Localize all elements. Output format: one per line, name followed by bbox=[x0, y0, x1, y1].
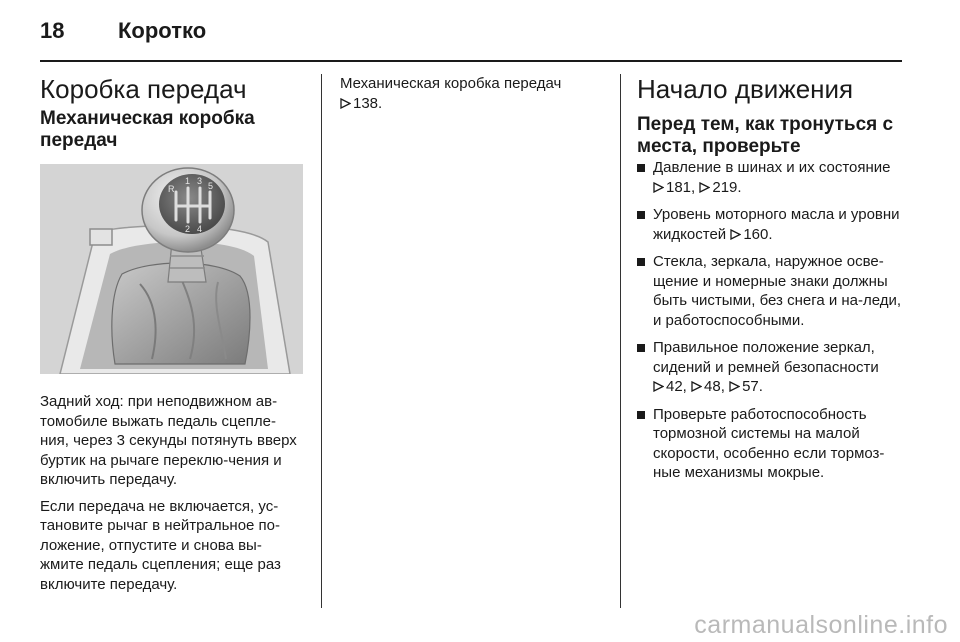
header-rule bbox=[40, 60, 902, 62]
reverse-gear-paragraph: Задний ход: при неподвижном ав-томобиле выжать педаль сцепле-ния, через 3 секунды потянуть вверх буртик на рычаге переклю-чения и включить передачу. bbox=[40, 393, 297, 488]
square-bullet-icon bbox=[637, 344, 645, 352]
page-number: 18 bbox=[40, 18, 65, 43]
checklist-item bbox=[637, 252, 902, 330]
page-reference-number: 219. bbox=[712, 178, 742, 196]
page-reference-arrow-icon bbox=[691, 381, 702, 392]
gear-not-engaging-paragraph: Если передача не включается, ус-тановите рычаг в нейтральное по-ложение, отпустите и снова вы-жмите педаль сцепления; еще раз включите передачу. bbox=[40, 497, 281, 593]
checklist-item bbox=[637, 205, 902, 244]
page-reference[interactable] bbox=[699, 179, 741, 196]
knob-label-3: 3 bbox=[197, 176, 203, 186]
page-reference[interactable] bbox=[729, 378, 763, 395]
knob-label-r: R bbox=[168, 184, 175, 194]
page-reference-arrow-icon bbox=[699, 182, 710, 193]
page-reference-number: 138. bbox=[353, 94, 383, 112]
page-reference-arrow-icon bbox=[730, 229, 741, 240]
page-reference-arrow-icon bbox=[729, 381, 740, 392]
page-reference-arrow-icon bbox=[340, 98, 351, 109]
manual-gearbox-reference-text: Механическая коробка передач bbox=[340, 75, 562, 92]
checklist-item bbox=[637, 158, 902, 197]
header-section-title: Коротко bbox=[118, 18, 207, 43]
page-reference[interactable] bbox=[340, 95, 382, 112]
driving-start-heading: Начало движения bbox=[637, 74, 854, 104]
square-bullet-icon bbox=[637, 411, 645, 419]
page-reference-arrow-icon bbox=[653, 381, 664, 392]
page-reference[interactable] bbox=[653, 179, 695, 196]
page-reference[interactable] bbox=[653, 378, 687, 395]
checklist-item-text: Правильное положение зеркал, сидений и ремней безопасности bbox=[653, 339, 879, 376]
checklist-item-text: Уровень моторного масла и уровни жидкостей bbox=[653, 206, 900, 243]
page-reference-number: 160. bbox=[743, 225, 773, 243]
page-reference-number: 57. bbox=[742, 378, 763, 395]
pre-drive-checklist bbox=[637, 158, 902, 483]
checklist-item bbox=[637, 405, 902, 483]
page-reference[interactable] bbox=[730, 226, 772, 243]
checklist-item-text: Давление в шинах и их состояние bbox=[653, 159, 891, 176]
page-reference-number: 181, bbox=[666, 178, 696, 196]
column-3 bbox=[637, 74, 902, 491]
pre-drive-check-subheading: Перед тем, как тронуться с места, проверьте bbox=[637, 114, 894, 157]
square-bullet-icon bbox=[637, 258, 645, 266]
gear-shift-illustration bbox=[40, 164, 303, 374]
column-divider-1 bbox=[321, 74, 322, 608]
square-bullet-icon bbox=[637, 211, 645, 219]
page-reference-arrow-icon bbox=[653, 182, 664, 193]
column-2 bbox=[340, 74, 604, 113]
page-reference[interactable] bbox=[691, 378, 725, 395]
page-reference-number: 48, bbox=[704, 378, 725, 395]
square-bullet-icon bbox=[637, 164, 645, 172]
knob-label-1: 1 bbox=[185, 176, 191, 186]
gearbox-heading: Коробка передач bbox=[40, 74, 247, 104]
knob-label-5: 5 bbox=[208, 181, 214, 191]
checklist-item-text: Стекла, зеркала, наружное осве-щение и номерные знаки должны быть чистыми, без снега и на-леди, и работоспособными. bbox=[653, 253, 902, 329]
column-divider-2 bbox=[620, 74, 621, 608]
gear-lever-icon bbox=[40, 164, 303, 374]
knob-label-4: 4 bbox=[197, 224, 203, 234]
checklist-item bbox=[637, 338, 902, 397]
page-reference-number: 42, bbox=[666, 378, 687, 395]
watermark: carmanualsonline.info bbox=[694, 611, 948, 639]
page-header bbox=[40, 18, 902, 54]
column-1 bbox=[40, 74, 303, 594]
knob-label-2: 2 bbox=[185, 224, 191, 234]
manual-gearbox-subheading: Механическая коробка передач bbox=[40, 108, 255, 151]
checklist-item-text: Проверьте работоспособность тормозной системы на малой скорости, особенно если тормоз-ные механизмы мокрые. bbox=[653, 405, 885, 481]
